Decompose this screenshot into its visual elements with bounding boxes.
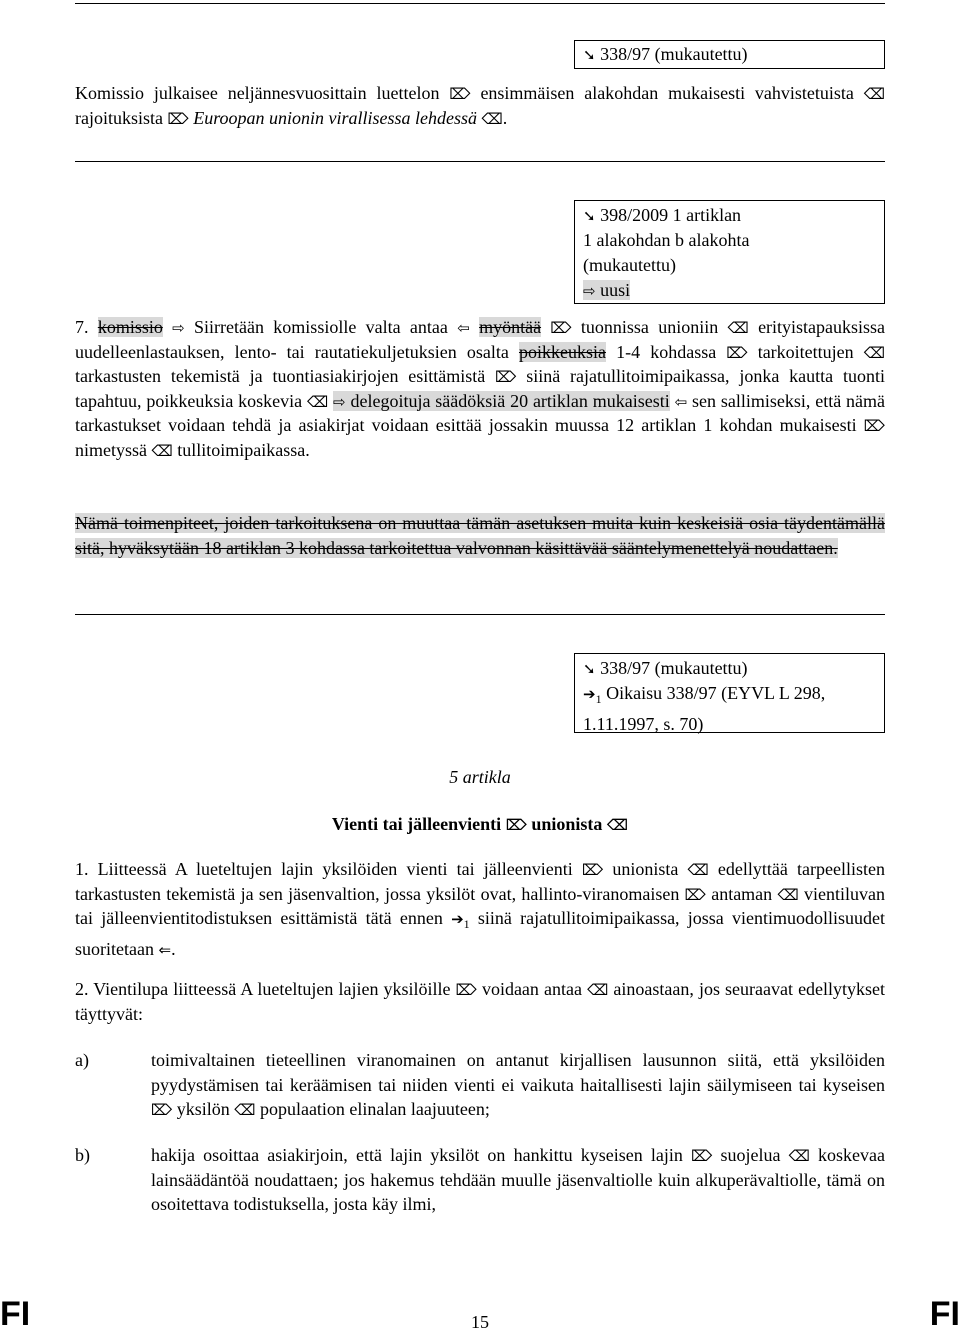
p1-b: unionista <box>612 859 679 879</box>
para7-t14: tullitoimipaikassa. <box>177 439 310 460</box>
p1-sub: 1 <box>463 917 470 931</box>
footer-right-fi: FI <box>929 1295 960 1333</box>
para7-deleted-myontaa: myöntää <box>479 317 542 337</box>
para7-t12: sen sallimiseksi, että nämä tarkastukset voidaan tehdä ja asiakirjat voidaan esittää jossakin muussa 12 artiklan 1 kohdan mukaisesti <box>75 390 886 435</box>
p1-d: antaman <box>711 883 773 904</box>
insert-close-icon: ⌫ <box>863 85 885 103</box>
insert-open-icon: ⌦ <box>581 861 604 879</box>
intro-text-e: . <box>502 107 508 128</box>
new-open-icon: ⇨ <box>333 392 346 411</box>
article-number-text: 5 artikla <box>449 767 511 787</box>
item-a-label: a) <box>75 1050 89 1070</box>
insert-open-icon: ⌦ <box>495 368 517 386</box>
source-box-338-97-corrigendum <box>574 653 885 733</box>
p2-c: ainoastaan, jos seuraavat edellytykset täyttyvät: <box>75 979 886 1024</box>
para7-number: 7. <box>75 317 89 337</box>
para7-t9: tarkastusten tekemistä ja tuontiasiakirjojen esittämistä <box>75 366 486 386</box>
item-a-text-a: toimivaltainen tieteellinen viranomainen on antanut kirjallisen lausunnon siitä, että yksilöiden pyydystämisen tai keräämisen tai niiden vienti ei vaikuta haitallisesti lajin säilymiseen tai kyseisen <box>151 1050 885 1095</box>
insert-close-icon: ⌫ <box>777 885 799 904</box>
para7-t7: 1-4 kohdassa <box>616 341 717 362</box>
para7-t13: nimetyssä <box>75 439 147 460</box>
item-b-text <box>151 1143 885 1217</box>
p2-a: 2. Vientilupa liitteessä A lueteltujen lajien yksilöille <box>75 979 451 999</box>
para7-t5: erityistapauksissa uudelleenlastauksen, lento- tai rautatiekuljetuksien osalta <box>75 317 886 362</box>
p1-g: . <box>171 938 176 959</box>
p1-c: edellyttää tarpeellisten tarkastusten tekemistä ja sen jäsenvaltion, jossa yksilöt ovat, hallinto-viranomaisen <box>75 859 885 904</box>
insert-close-icon: ⌫ <box>687 861 709 879</box>
insert-open-icon: ⌦ <box>691 1147 713 1165</box>
para7-deleted-komissio: komissio <box>97 317 163 337</box>
item-b-label: b) <box>75 1145 90 1165</box>
correction-close-icon: ⇐ <box>158 940 172 959</box>
intro-text-b: ensimmäisen alakohdan mukaisesti vahvistetuista <box>480 83 854 103</box>
item-a-text-c: populaation elinalan laajuuteen; <box>259 1099 490 1119</box>
box2-line1: 398/2009 1 artiklan <box>600 205 742 225</box>
item-b-text-c: koskevaa lainsäädäntöä noudattaen; jos hakemus tehdään muulle jäsenvaltiolle kuin alkuperävaltiolle, tämä on osoitettava todistuksella, josta käy ilmi, <box>151 1145 886 1214</box>
correction-open-icon: ➔ <box>451 910 464 928</box>
para7-t10: siinä rajatullitoimipaikassa, jonka kautta tuonti tapahtuu, poikkeuksia koskevia <box>75 366 885 411</box>
insert-close-icon: ⌫ <box>727 319 749 337</box>
box3-corr-sub: 1 <box>595 692 602 706</box>
intro-text-c: rajoituksista <box>75 107 163 128</box>
article-title <box>75 812 885 837</box>
insert-open-icon: ⌦ <box>167 109 189 128</box>
insert-close-icon: ⌫ <box>234 1101 256 1119</box>
intro-text-d: Euroopan unionin virallisessa lehdessä <box>193 107 478 128</box>
section-rule-1 <box>75 161 885 162</box>
deleted-paragraph <box>75 511 885 560</box>
insert-close-icon: ⌫ <box>151 441 173 460</box>
para7-t4: tuonnissa unioniin <box>580 317 719 337</box>
box3-line1: 338/97 (mukautettu) <box>600 658 748 678</box>
intro-text-a: Komissio julkaisee neljännesvuosittain luettelon <box>75 83 440 103</box>
new-open-icon: ⇨ <box>583 282 596 300</box>
box2-line4: uusi <box>600 280 631 300</box>
page-number: 15 <box>471 1312 489 1332</box>
insert-open-icon: ⌦ <box>455 981 477 999</box>
article-number <box>75 765 885 790</box>
insert-open-icon: ⌦ <box>684 885 706 904</box>
article-title-a: Vienti tai jälleenvienti <box>331 814 502 834</box>
insert-close-icon: ⌫ <box>481 109 503 128</box>
article-paragraph-2 <box>75 977 885 1026</box>
article-paragraph-1 <box>75 857 885 961</box>
source-box-398-2009 <box>574 200 885 304</box>
new-close-icon: ⇦ <box>674 392 688 411</box>
box2-line3: (mukautettu) <box>583 255 676 275</box>
top-rule <box>75 3 885 4</box>
p1-f: siinä rajatullitoimipaikassa, jossa vientimuodollisuudet suoritetaan <box>75 908 886 959</box>
source-arrow-icon: ➘ <box>583 660 596 678</box>
p2-b: voidaan antaa <box>481 979 582 999</box>
insert-open-icon: ⌦ <box>151 1101 173 1119</box>
p1-a: 1. Liitteessä A lueteltujen lajin yksilöiden vienti tai jälleenvienti <box>75 859 573 879</box>
insert-open-icon: ⌦ <box>550 319 572 337</box>
item-a-text-b: yksilön <box>176 1099 230 1119</box>
item-a-text <box>151 1048 885 1122</box>
footer-left-fi: FI <box>0 1295 31 1333</box>
box3-corr-text: Oikaisu 338/97 (EYVL L 298, <box>606 683 826 703</box>
para7-t2: Siirretään komissiolle valta antaa <box>194 317 448 337</box>
source-arrow-icon: ➘ <box>583 207 596 225</box>
box2-line2: 1 alakohdan b alakohta <box>583 230 750 250</box>
insert-close-icon: ⌫ <box>606 816 629 834</box>
item-b-text-a: hakija osoittaa asiakirjoin, että lajin yksilöt on hankittu kyseisen lajin <box>151 1145 683 1165</box>
intro-paragraph <box>75 81 885 130</box>
insert-open-icon: ⌦ <box>505 816 527 834</box>
insert-open-icon: ⌦ <box>863 417 885 435</box>
source-arrow-icon: ➘ <box>583 46 596 64</box>
insert-close-icon: ⌫ <box>863 343 885 362</box>
p1-e: vientiluvan tai jälleenvientitodistuksen esittämistä tätä ennen <box>75 883 886 928</box>
section-rule-2 <box>75 614 885 615</box>
deleted-paragraph-text: Nämä toimenpiteet, joiden tarkoituksena on muuttaa tämän asetuksen muita kuin keskeisiä osia täydentämällä sitä, hyväksytään 18 artiklan 3 kohdassa tarkoitettua valvonnan käsittävää sääntelymenettelyä noudattaen. <box>75 513 885 558</box>
para7-t11: delegoituja säädöksiä 20 artiklan mukaisesti <box>350 390 670 411</box>
insert-open-icon: ⌦ <box>449 85 471 103</box>
article-title-b: unionista <box>531 814 603 834</box>
correction-open-icon: ➔ <box>583 685 596 703</box>
new-open-icon: ⇨ <box>172 319 185 337</box>
insert-close-icon: ⌫ <box>306 392 329 411</box>
para7-t8: tarkoitettujen <box>757 341 854 362</box>
source-box-338-97 <box>574 40 885 69</box>
source-box-text: 338/97 (mukautettu) <box>600 44 748 64</box>
para7-deleted-poikkeuksia: poikkeuksia <box>518 341 606 362</box>
insert-close-icon: ⌫ <box>587 981 609 999</box>
new-close-icon: ⇦ <box>457 319 470 337</box>
box3-line3: 1.11.1997, s. 70) <box>583 714 704 734</box>
insert-close-icon: ⌫ <box>788 1147 810 1165</box>
paragraph-7 <box>75 315 885 462</box>
insert-open-icon: ⌦ <box>726 343 748 362</box>
item-b-text-b: suojelua <box>720 1145 781 1165</box>
